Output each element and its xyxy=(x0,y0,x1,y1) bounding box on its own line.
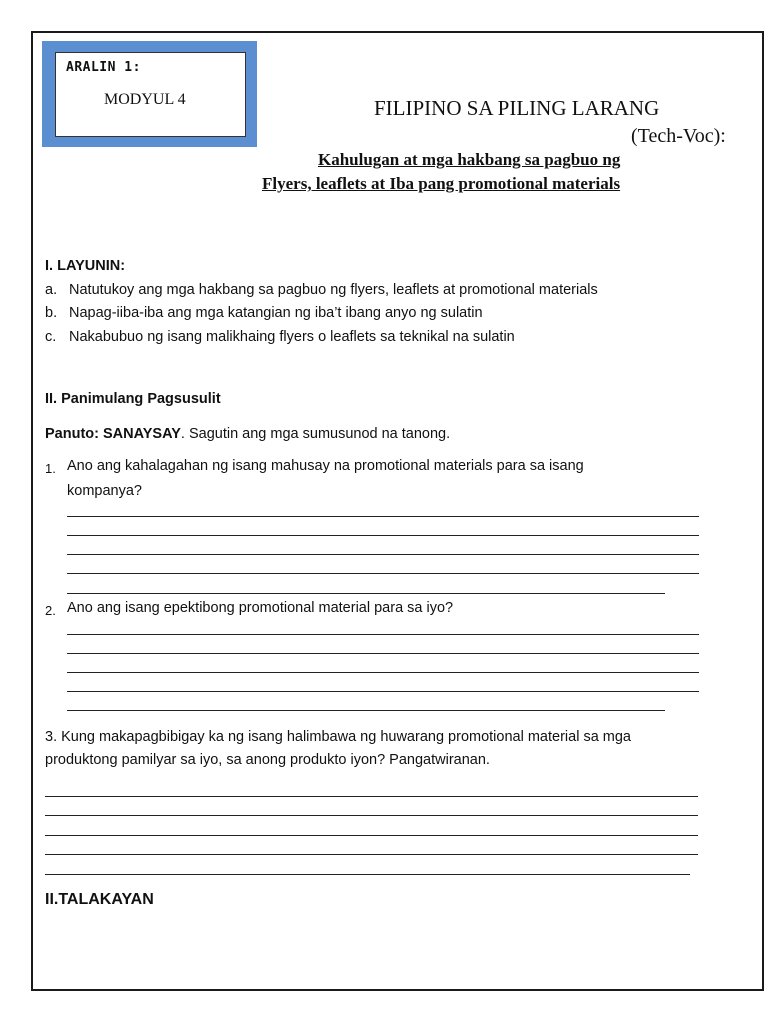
layunin-item-text: Natutukoy ang mga hakbang sa pagbuo ng flyers, leaflets at promotional materials xyxy=(69,282,598,298)
aralin-label: ARALIN 1: xyxy=(66,60,141,75)
q1-answer-line[interactable] xyxy=(67,516,699,517)
layunin-item-b xyxy=(45,305,483,321)
q2-answer-line[interactable] xyxy=(67,653,699,654)
layunin-heading: I. LAYUNIN: xyxy=(45,258,126,274)
q1-answer-line[interactable] xyxy=(67,593,665,594)
panuto-label: Panuto: SANAYSAY xyxy=(45,426,181,442)
q1-answer-line[interactable] xyxy=(67,554,699,555)
q1-line1: Ano ang kahalagahan ng isang mahusay na promotional materials para sa isang xyxy=(67,458,584,474)
q1-line2: kompanya? xyxy=(67,483,142,499)
q2-text: Ano ang isang epektibong promotional material para sa iyo? xyxy=(67,600,454,616)
layunin-item-marker: a. xyxy=(45,282,58,298)
q2-number: 2. xyxy=(45,603,56,618)
panuto xyxy=(45,426,450,442)
q3-answer-line[interactable] xyxy=(45,874,690,875)
q3-answer-line[interactable] xyxy=(45,796,698,797)
q2-answer-line[interactable] xyxy=(67,710,665,711)
q3-line2: produktong pamilyar sa iyo, sa anong produkto iyon? Pangatwiranan. xyxy=(45,752,490,768)
q3-line1: 3. Kung makapagbibigay ka ng isang halimbawa ng huwarang promotional material sa mga xyxy=(45,729,631,745)
modyul-label: MODYUL 4 xyxy=(104,91,186,108)
q2-answer-line[interactable] xyxy=(67,691,699,692)
q1-answer-line[interactable] xyxy=(67,535,699,536)
layunin-item-marker: c. xyxy=(45,329,57,345)
panuto-text: . Sagutin ang mga sumusunod na tanong. xyxy=(180,426,451,442)
q1-number: 1. xyxy=(45,461,56,476)
talakayan-heading: II.TALAKAYAN xyxy=(45,891,154,908)
layunin-item-c xyxy=(45,329,515,345)
aralin-inner xyxy=(55,52,246,137)
page-subtitle: (Tech-Voc): xyxy=(631,125,726,147)
q2-answer-line[interactable] xyxy=(67,634,699,635)
layunin-item-a xyxy=(45,282,598,298)
q1-answer-line[interactable] xyxy=(67,573,699,574)
q2-answer-line[interactable] xyxy=(67,672,699,673)
topic-heading-line2: Flyers, leaflets at Iba pang promotional materials xyxy=(262,174,621,193)
aralin-box xyxy=(42,41,257,147)
topic-heading-line1: Kahulugan at mga hakbang sa pagbuo ng xyxy=(318,150,621,169)
layunin-item-text: Nakabubuo ng isang malikhaing flyers o leaflets sa teknikal na sulatin xyxy=(69,329,515,345)
layunin-item-text: Napag-iiba-iba ang mga katangian ng iba’t ibang anyo ng sulatin xyxy=(69,305,483,321)
q3-answer-line[interactable] xyxy=(45,854,698,855)
q3-answer-line[interactable] xyxy=(45,835,698,836)
layunin-item-marker: b. xyxy=(45,305,58,321)
pagsusulit-heading: II. Panimulang Pagsusulit xyxy=(45,391,221,407)
page-title: FILIPINO SA PILING LARANG xyxy=(374,96,660,120)
q3-answer-line[interactable] xyxy=(45,815,698,816)
